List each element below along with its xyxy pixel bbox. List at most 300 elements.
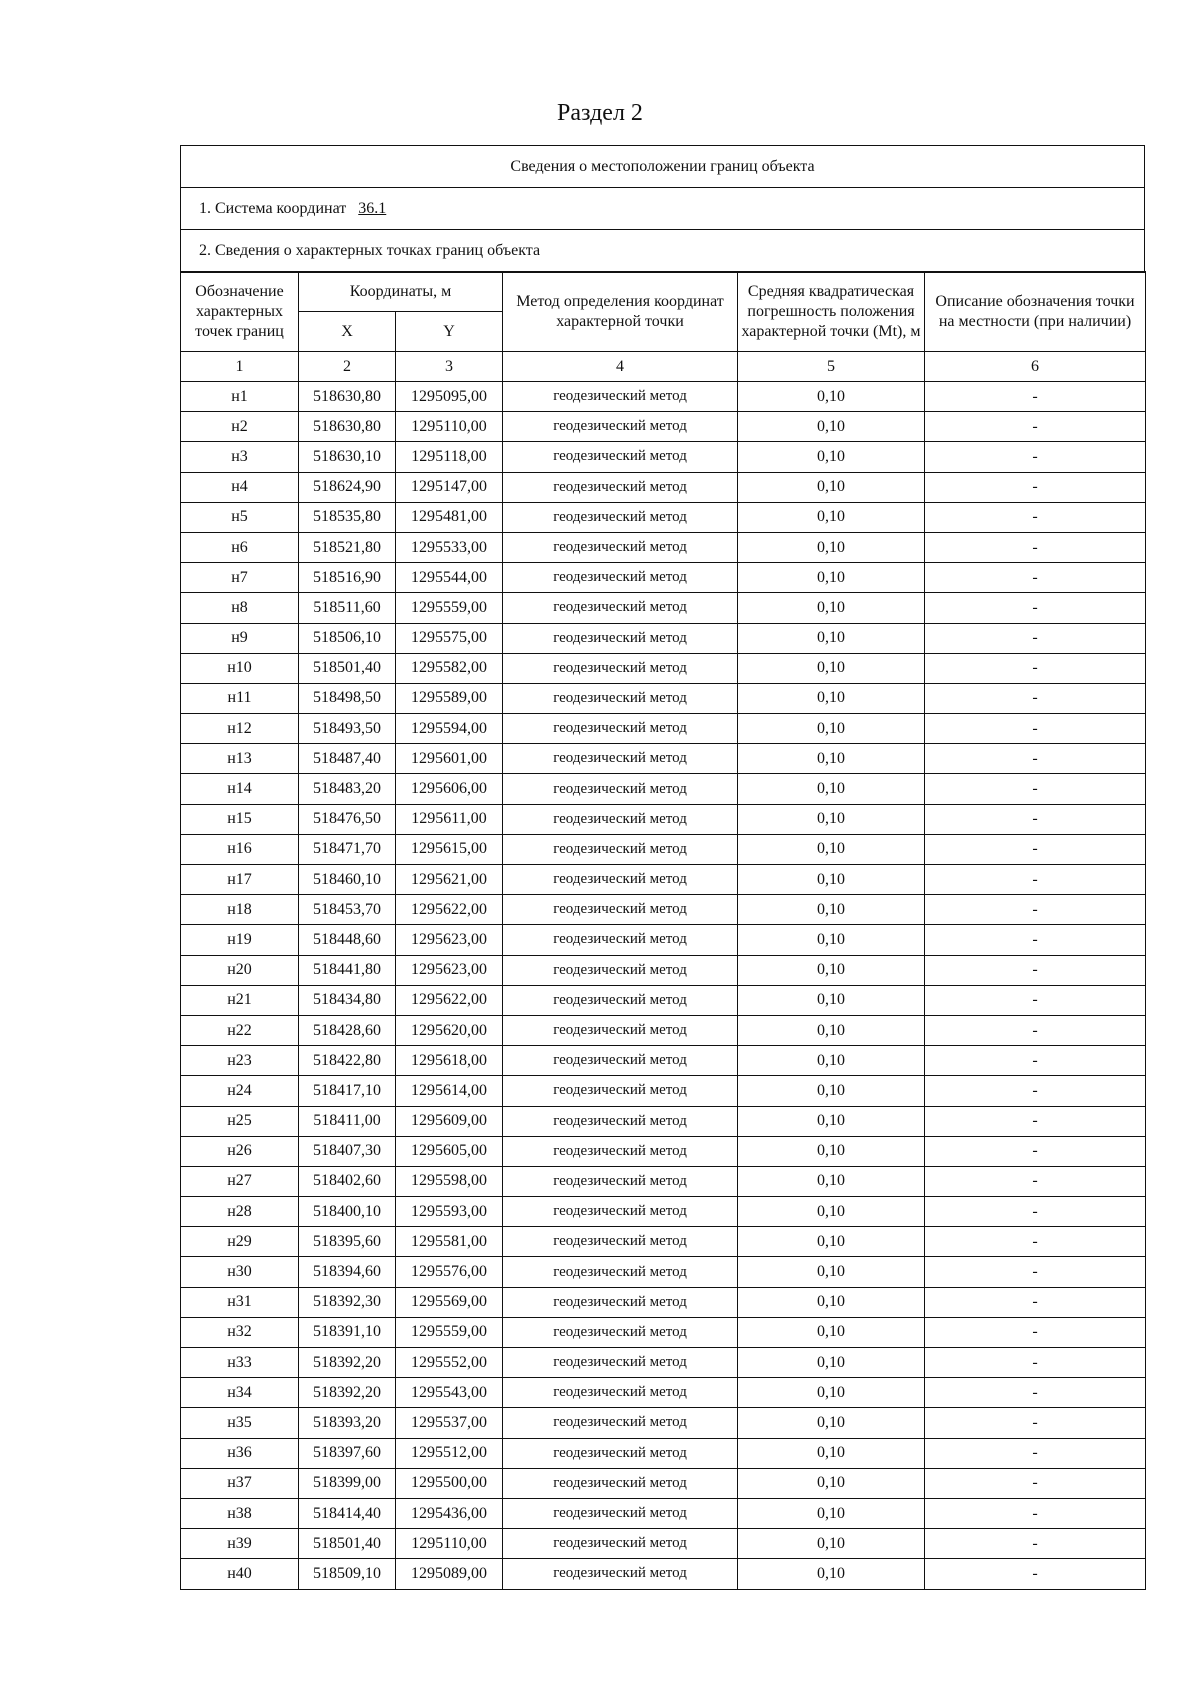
table-row [181, 563, 1146, 593]
description-cell: - [925, 714, 1146, 744]
x-coordinate-cell: 518400,10 [299, 1197, 396, 1227]
point-cell: н3 [181, 442, 299, 472]
error-cell: 0,10 [738, 1559, 925, 1589]
point-cell: н12 [181, 714, 299, 744]
point-cell: н34 [181, 1378, 299, 1408]
table-row [181, 804, 1146, 834]
description-cell: - [925, 1498, 1146, 1528]
error-cell: 0,10 [738, 865, 925, 895]
description-cell: - [925, 1317, 1146, 1347]
header-y: Y [396, 312, 503, 352]
table-row [181, 1378, 1146, 1408]
method-cell: геодезический метод [503, 1498, 738, 1528]
table-row [181, 1015, 1146, 1045]
description-cell: - [925, 804, 1146, 834]
description-cell: - [925, 593, 1146, 623]
x-coordinate-cell: 518417,10 [299, 1076, 396, 1106]
x-coordinate-cell: 518434,80 [299, 985, 396, 1015]
description-cell: - [925, 1378, 1146, 1408]
table-row [181, 744, 1146, 774]
y-coordinate-cell: 1295569,00 [396, 1287, 503, 1317]
x-coordinate-cell: 518630,10 [299, 442, 396, 472]
description-cell: - [925, 1106, 1146, 1136]
description-cell: - [925, 1529, 1146, 1559]
x-coordinate-cell: 518411,00 [299, 1106, 396, 1136]
table-row [181, 1166, 1146, 1196]
error-cell: 0,10 [738, 382, 925, 412]
table-row [181, 834, 1146, 864]
table-row [181, 412, 1146, 442]
description-cell: - [925, 1559, 1146, 1589]
y-coordinate-cell: 1295481,00 [396, 502, 503, 532]
table-row [181, 774, 1146, 804]
method-cell: геодезический метод [503, 774, 738, 804]
point-cell: н27 [181, 1166, 299, 1196]
x-coordinate-cell: 518506,10 [299, 623, 396, 653]
method-cell: геодезический метод [503, 1015, 738, 1045]
y-coordinate-cell: 1295436,00 [396, 1498, 503, 1528]
method-cell: геодезический метод [503, 865, 738, 895]
table-row [181, 593, 1146, 623]
method-cell: геодезический метод [503, 1257, 738, 1287]
y-coordinate-cell: 1295559,00 [396, 593, 503, 623]
method-cell: геодезический метод [503, 714, 738, 744]
y-coordinate-cell: 1295623,00 [396, 955, 503, 985]
description-cell: - [925, 1136, 1146, 1166]
error-cell: 0,10 [738, 1257, 925, 1287]
y-coordinate-cell: 1295537,00 [396, 1408, 503, 1438]
description-cell: - [925, 834, 1146, 864]
description-cell: - [925, 653, 1146, 683]
y-coordinate-cell: 1295605,00 [396, 1136, 503, 1166]
method-cell: геодезический метод [503, 502, 738, 532]
coordinate-system-line [181, 188, 1144, 230]
error-cell: 0,10 [738, 1015, 925, 1045]
table-row [181, 1076, 1146, 1106]
method-cell: геодезический метод [503, 1317, 738, 1347]
error-cell: 0,10 [738, 1529, 925, 1559]
x-coordinate-cell: 518630,80 [299, 382, 396, 412]
x-coordinate-cell: 518501,40 [299, 653, 396, 683]
point-cell: н36 [181, 1438, 299, 1468]
table-row [181, 1106, 1146, 1136]
x-coordinate-cell: 518395,60 [299, 1227, 396, 1257]
error-cell: 0,10 [738, 1317, 925, 1347]
error-cell: 0,10 [738, 1166, 925, 1196]
point-cell: н18 [181, 895, 299, 925]
description-cell: - [925, 1227, 1146, 1257]
x-coordinate-cell: 518487,40 [299, 744, 396, 774]
point-cell: н1 [181, 382, 299, 412]
method-cell: геодезический метод [503, 1468, 738, 1498]
description-cell: - [925, 382, 1146, 412]
x-coordinate-cell: 518483,20 [299, 774, 396, 804]
method-cell: геодезический метод [503, 1529, 738, 1559]
x-coordinate-cell: 518407,30 [299, 1136, 396, 1166]
x-coordinate-cell: 518399,00 [299, 1468, 396, 1498]
error-cell: 0,10 [738, 895, 925, 925]
point-cell: н16 [181, 834, 299, 864]
error-cell: 0,10 [738, 744, 925, 774]
method-cell: геодезический метод [503, 442, 738, 472]
method-cell: геодезический метод [503, 1227, 738, 1257]
point-cell: н2 [181, 412, 299, 442]
error-cell: 0,10 [738, 834, 925, 864]
y-coordinate-cell: 1295622,00 [396, 985, 503, 1015]
y-coordinate-cell: 1295623,00 [396, 925, 503, 955]
method-cell: геодезический метод [503, 1378, 738, 1408]
method-cell: геодезический метод [503, 1076, 738, 1106]
x-coordinate-cell: 518509,10 [299, 1559, 396, 1589]
y-coordinate-cell: 1295089,00 [396, 1559, 503, 1589]
page-title: Раздел 2 [557, 100, 643, 126]
method-cell: геодезический метод [503, 1136, 738, 1166]
column-number: 5 [738, 352, 925, 382]
column-number: 6 [925, 352, 1146, 382]
error-cell: 0,10 [738, 532, 925, 562]
y-coordinate-cell: 1295095,00 [396, 382, 503, 412]
method-cell: геодезический метод [503, 834, 738, 864]
description-cell: - [925, 1438, 1146, 1468]
method-cell: геодезический метод [503, 985, 738, 1015]
point-cell: н4 [181, 472, 299, 502]
description-cell: - [925, 955, 1146, 985]
error-cell: 0,10 [738, 1136, 925, 1166]
method-cell: геодезический метод [503, 593, 738, 623]
x-coordinate-cell: 518394,60 [299, 1257, 396, 1287]
description-cell: - [925, 1348, 1146, 1378]
y-coordinate-cell: 1295601,00 [396, 744, 503, 774]
description-cell: - [925, 532, 1146, 562]
x-coordinate-cell: 518630,80 [299, 412, 396, 442]
section-header [181, 146, 1144, 188]
method-cell: геодезический метод [503, 1287, 738, 1317]
header-description: Описание обозначения точки на местности (при наличии) [925, 272, 1146, 352]
header-error: Средняя квадратическая погрешность положения характерной точки (Mt), м [738, 272, 925, 352]
description-cell: - [925, 865, 1146, 895]
y-coordinate-cell: 1295576,00 [396, 1257, 503, 1287]
description-cell: - [925, 442, 1146, 472]
method-cell: геодезический метод [503, 1408, 738, 1438]
point-cell: н29 [181, 1227, 299, 1257]
y-coordinate-cell: 1295615,00 [396, 834, 503, 864]
y-coordinate-cell: 1295552,00 [396, 1348, 503, 1378]
point-cell: н13 [181, 744, 299, 774]
point-cell: н22 [181, 1015, 299, 1045]
method-cell: геодезический метод [503, 895, 738, 925]
error-cell: 0,10 [738, 593, 925, 623]
method-cell: геодезический метод [503, 744, 738, 774]
error-cell: 0,10 [738, 1408, 925, 1438]
description-cell: - [925, 623, 1146, 653]
description-cell: - [925, 1046, 1146, 1076]
description-cell: - [925, 744, 1146, 774]
table-row [181, 1287, 1146, 1317]
column-number: 1 [181, 352, 299, 382]
error-cell: 0,10 [738, 472, 925, 502]
error-cell: 0,10 [738, 653, 925, 683]
error-cell: 0,10 [738, 563, 925, 593]
header-coordinates: Координаты, м [299, 272, 503, 312]
y-coordinate-cell: 1295147,00 [396, 472, 503, 502]
table-row [181, 623, 1146, 653]
x-coordinate-cell: 518441,80 [299, 955, 396, 985]
x-coordinate-cell: 518453,70 [299, 895, 396, 925]
x-coordinate-cell: 518392,20 [299, 1378, 396, 1408]
y-coordinate-cell: 1295589,00 [396, 683, 503, 713]
error-cell: 0,10 [738, 1076, 925, 1106]
x-coordinate-cell: 518414,40 [299, 1498, 396, 1528]
y-coordinate-cell: 1295543,00 [396, 1378, 503, 1408]
table-row [181, 532, 1146, 562]
point-cell: н26 [181, 1136, 299, 1166]
point-cell: н17 [181, 865, 299, 895]
point-cell: н38 [181, 1498, 299, 1528]
point-cell: н39 [181, 1529, 299, 1559]
x-coordinate-cell: 518448,60 [299, 925, 396, 955]
point-cell: н35 [181, 1408, 299, 1438]
error-cell: 0,10 [738, 774, 925, 804]
method-cell: геодезический метод [503, 653, 738, 683]
header-x: X [299, 312, 396, 352]
point-cell: н28 [181, 1197, 299, 1227]
y-coordinate-cell: 1295533,00 [396, 532, 503, 562]
point-cell: н32 [181, 1317, 299, 1347]
description-cell: - [925, 1287, 1146, 1317]
error-cell: 0,10 [738, 623, 925, 653]
description-cell: - [925, 1197, 1146, 1227]
x-coordinate-cell: 518516,90 [299, 563, 396, 593]
y-coordinate-cell: 1295621,00 [396, 865, 503, 895]
description-cell: - [925, 1166, 1146, 1196]
column-number: 3 [396, 352, 503, 382]
header-designation: Обозначение характерных точек границ [181, 272, 299, 352]
error-cell: 0,10 [738, 683, 925, 713]
error-cell: 0,10 [738, 442, 925, 472]
point-cell: н33 [181, 1348, 299, 1378]
y-coordinate-cell: 1295594,00 [396, 714, 503, 744]
method-cell: геодезический метод [503, 1438, 738, 1468]
description-cell: - [925, 985, 1146, 1015]
point-cell: н31 [181, 1287, 299, 1317]
error-cell: 0,10 [738, 1348, 925, 1378]
table-row [181, 1559, 1146, 1589]
y-coordinate-cell: 1295581,00 [396, 1227, 503, 1257]
table-row [181, 502, 1146, 532]
point-cell: н9 [181, 623, 299, 653]
table-row [181, 1136, 1146, 1166]
error-cell: 0,10 [738, 925, 925, 955]
method-cell: геодезический метод [503, 532, 738, 562]
method-cell: геодезический метод [503, 472, 738, 502]
x-coordinate-cell: 518391,10 [299, 1317, 396, 1347]
table-row [181, 382, 1146, 412]
x-coordinate-cell: 518422,80 [299, 1046, 396, 1076]
table-row [181, 1468, 1146, 1498]
column-number: 4 [503, 352, 738, 382]
characteristic-points-line [181, 230, 1144, 272]
description-cell: - [925, 1257, 1146, 1287]
table-row [181, 1408, 1146, 1438]
table-row [181, 1257, 1146, 1287]
description-cell: - [925, 774, 1146, 804]
point-cell: н24 [181, 1076, 299, 1106]
x-coordinate-cell: 518393,20 [299, 1408, 396, 1438]
x-coordinate-cell: 518498,50 [299, 683, 396, 713]
point-cell: н25 [181, 1106, 299, 1136]
error-cell: 0,10 [738, 1378, 925, 1408]
error-cell: 0,10 [738, 412, 925, 442]
table-row [181, 653, 1146, 683]
description-cell: - [925, 895, 1146, 925]
y-coordinate-cell: 1295606,00 [396, 774, 503, 804]
table-row [181, 865, 1146, 895]
y-coordinate-cell: 1295575,00 [396, 623, 503, 653]
error-cell: 0,10 [738, 955, 925, 985]
header-method: Метод определения координат характерной точки [503, 272, 738, 352]
method-cell: геодезический метод [503, 382, 738, 412]
description-cell: - [925, 1015, 1146, 1045]
point-cell: н19 [181, 925, 299, 955]
table-row [181, 714, 1146, 744]
error-cell: 0,10 [738, 1197, 925, 1227]
table-row [181, 1197, 1146, 1227]
method-cell: геодезический метод [503, 1348, 738, 1378]
error-cell: 0,10 [738, 1498, 925, 1528]
description-cell: - [925, 925, 1146, 955]
point-cell: н7 [181, 563, 299, 593]
table-row [181, 955, 1146, 985]
description-cell: - [925, 1076, 1146, 1106]
point-cell: н8 [181, 593, 299, 623]
x-coordinate-cell: 518535,80 [299, 502, 396, 532]
method-cell: геодезический метод [503, 1197, 738, 1227]
section-frame [180, 145, 1145, 273]
error-cell: 0,10 [738, 985, 925, 1015]
point-cell: н37 [181, 1468, 299, 1498]
y-coordinate-cell: 1295598,00 [396, 1166, 503, 1196]
coordinate-system-value: 36.1 [358, 199, 387, 217]
point-cell: н23 [181, 1046, 299, 1076]
error-cell: 0,10 [738, 1287, 925, 1317]
table-row [181, 442, 1146, 472]
table-row [181, 683, 1146, 713]
method-cell: геодезический метод [503, 1166, 738, 1196]
point-cell: н14 [181, 774, 299, 804]
description-cell: - [925, 683, 1146, 713]
error-cell: 0,10 [738, 1227, 925, 1257]
table-row [181, 1227, 1146, 1257]
boundary-points-table [180, 271, 1146, 1590]
x-coordinate-cell: 518501,40 [299, 1529, 396, 1559]
description-cell: - [925, 472, 1146, 502]
x-coordinate-cell: 518521,80 [299, 532, 396, 562]
table-row [181, 1438, 1146, 1468]
x-coordinate-cell: 518392,30 [299, 1287, 396, 1317]
x-coordinate-cell: 518428,60 [299, 1015, 396, 1045]
table-body [181, 382, 1146, 1590]
characteristic-points-label: 2. Сведения о характерных точках границ объекта [199, 242, 541, 259]
y-coordinate-cell: 1295582,00 [396, 653, 503, 683]
y-coordinate-cell: 1295544,00 [396, 563, 503, 593]
coordinate-system-label: 1. Система координат [199, 199, 347, 217]
error-cell: 0,10 [738, 1046, 925, 1076]
method-cell: геодезический метод [503, 955, 738, 985]
point-cell: н10 [181, 653, 299, 683]
error-cell: 0,10 [738, 804, 925, 834]
point-cell: н40 [181, 1559, 299, 1589]
description-cell: - [925, 1468, 1146, 1498]
section-header-text: Сведения о местоположении границ объекта [510, 157, 815, 175]
y-coordinate-cell: 1295559,00 [396, 1317, 503, 1347]
method-cell: геодезический метод [503, 563, 738, 593]
method-cell: геодезический метод [503, 1106, 738, 1136]
error-cell: 0,10 [738, 1468, 925, 1498]
table-row [181, 1529, 1146, 1559]
x-coordinate-cell: 518511,60 [299, 593, 396, 623]
y-coordinate-cell: 1295611,00 [396, 804, 503, 834]
x-coordinate-cell: 518476,50 [299, 804, 396, 834]
column-number: 2 [299, 352, 396, 382]
table-row [181, 1498, 1146, 1528]
description-cell: - [925, 412, 1146, 442]
x-coordinate-cell: 518624,90 [299, 472, 396, 502]
point-cell: н20 [181, 955, 299, 985]
description-cell: - [925, 502, 1146, 532]
table-row [181, 1317, 1146, 1347]
y-coordinate-cell: 1295609,00 [396, 1106, 503, 1136]
table-row [181, 985, 1146, 1015]
x-coordinate-cell: 518397,60 [299, 1438, 396, 1468]
x-coordinate-cell: 518402,60 [299, 1166, 396, 1196]
table-row [181, 472, 1146, 502]
y-coordinate-cell: 1295512,00 [396, 1438, 503, 1468]
error-cell: 0,10 [738, 502, 925, 532]
y-coordinate-cell: 1295110,00 [396, 412, 503, 442]
point-cell: н5 [181, 502, 299, 532]
method-cell: геодезический метод [503, 412, 738, 442]
method-cell: геодезический метод [503, 683, 738, 713]
y-coordinate-cell: 1295618,00 [396, 1046, 503, 1076]
table-row [181, 1348, 1146, 1378]
x-coordinate-cell: 518493,50 [299, 714, 396, 744]
error-cell: 0,10 [738, 714, 925, 744]
point-cell: н11 [181, 683, 299, 713]
y-coordinate-cell: 1295500,00 [396, 1468, 503, 1498]
method-cell: геодезический метод [503, 1046, 738, 1076]
point-cell: н30 [181, 1257, 299, 1287]
y-coordinate-cell: 1295110,00 [396, 1529, 503, 1559]
y-coordinate-cell: 1295614,00 [396, 1076, 503, 1106]
table-row [181, 895, 1146, 925]
table-row [181, 925, 1146, 955]
method-cell: геодезический метод [503, 804, 738, 834]
method-cell: геодезический метод [503, 623, 738, 653]
point-cell: н6 [181, 532, 299, 562]
x-coordinate-cell: 518460,10 [299, 865, 396, 895]
x-coordinate-cell: 518471,70 [299, 834, 396, 864]
method-cell: геодезический метод [503, 1559, 738, 1589]
point-cell: н15 [181, 804, 299, 834]
x-coordinate-cell: 518392,20 [299, 1348, 396, 1378]
y-coordinate-cell: 1295593,00 [396, 1197, 503, 1227]
table-row [181, 1046, 1146, 1076]
error-cell: 0,10 [738, 1106, 925, 1136]
description-cell: - [925, 1408, 1146, 1438]
y-coordinate-cell: 1295620,00 [396, 1015, 503, 1045]
point-cell: н21 [181, 985, 299, 1015]
y-coordinate-cell: 1295622,00 [396, 895, 503, 925]
